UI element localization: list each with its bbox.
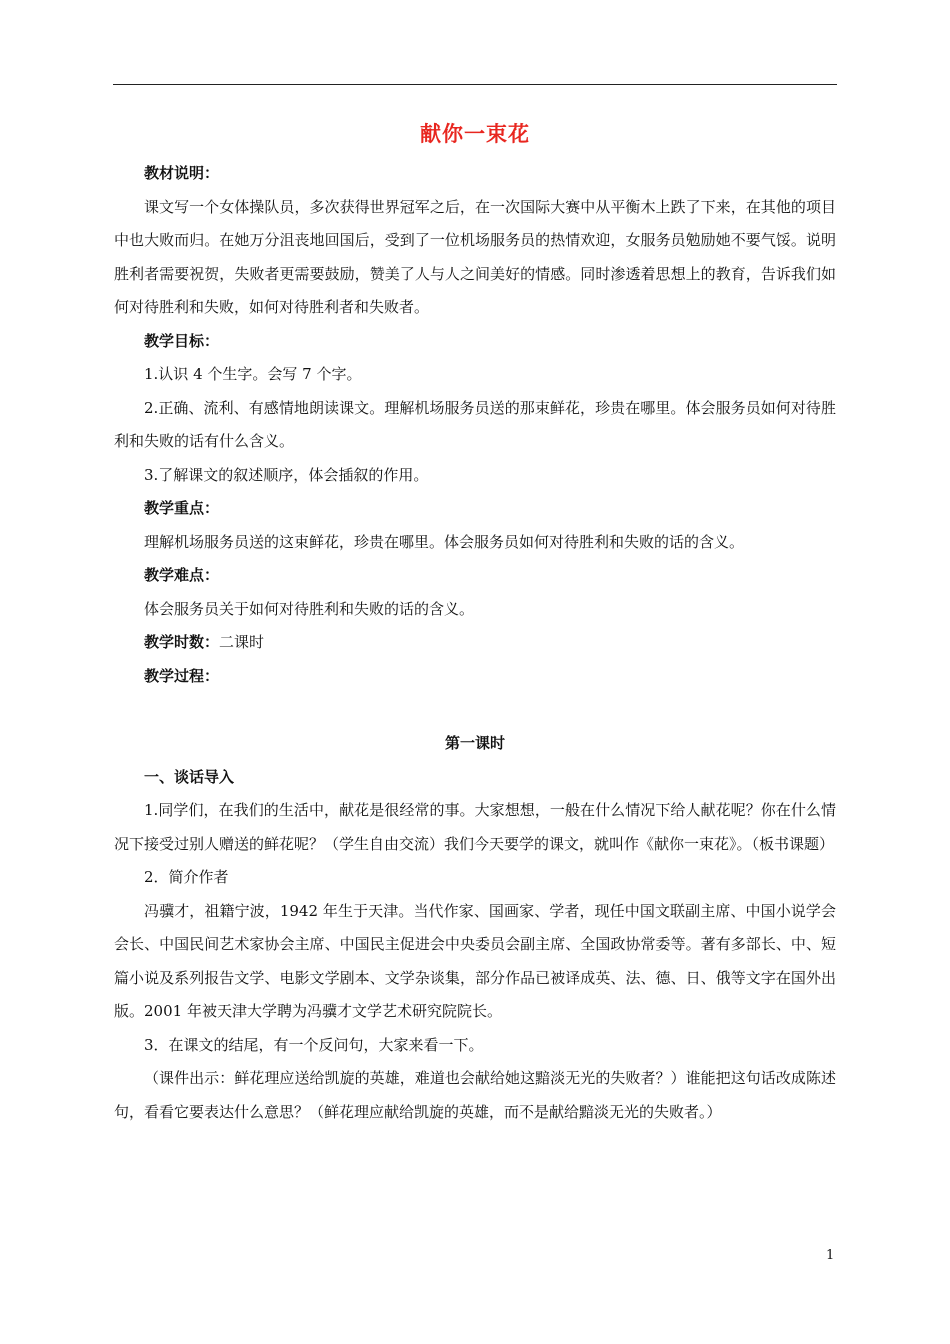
material-heading: 教材说明：: [144, 164, 220, 182]
document-title: 献你一束花: [420, 121, 530, 146]
key-heading: 教学重点：: [144, 499, 220, 517]
goals-heading: 教学目标：: [144, 331, 220, 350]
hours-value: 二课时: [219, 633, 265, 651]
header-rule: [113, 84, 837, 85]
material-text: 课文写一个女体操队员，多次获得世界冠军之后，在一次国际大赛中从平衡木上跌了下来，在其他的项目中也大败而归。在她万分沮丧地回国后，受到了一位机场服务员的热情欢迎，女服务员勉励她不要气馁。说明胜利者需要祝贺，失败者更需要鼓励，赞美了人与人之间美好的情感。同时渗透着思想上的教育，告诉我们如何对待胜利和失败，如何对待胜利者和失败者。: [114, 197, 836, 316]
process-heading: 教学过程：: [144, 666, 220, 685]
difficulty-heading: 教学难点：: [144, 566, 220, 584]
lesson-item: 2．简介作者: [144, 868, 229, 886]
hours-heading: 教学时数：: [144, 633, 220, 651]
page-number: 1: [826, 1248, 835, 1263]
goal-item: 1.认识 4 个生字。会写 7 个字。: [144, 365, 362, 383]
hours-line: [114, 626, 836, 660]
document-page: [114, 118, 836, 1129]
lesson-item: 3．在课文的结尾，有一个反问句，大家来看一下。: [144, 1035, 484, 1054]
part1-heading: 一、谈话导入: [144, 767, 235, 786]
difficulty-text: 体会服务员关于如何对待胜利和失败的话的含义。: [144, 599, 475, 618]
goal-item: 3.了解课文的叙述顺序，体会插叙的作用。: [144, 465, 429, 484]
lesson-item: 1.同学们，在我们的生活中，献花是很经常的事。大家想想，一般在什么情况下给人献花呢？你在什么情况下接受过别人赠送的鲜花呢？（学生自由交流）我们今天要学的课文，就叫作《献你一束花》。（板书课题）: [114, 801, 836, 853]
lesson-item: （课件出示：鲜花理应送给凯旋的英雄，难道也会献给她这黯淡无光的失败者？）谁能把这句话改成陈述句，看看它要表达什么意思？（鲜花理应献给凯旋的英雄，而不是献给黯淡无光的失败者。）: [114, 1069, 836, 1121]
goal-item: 2.正确、流利、有感情地朗读课文。理解机场服务员送的那束鲜花，珍贵在哪里。体会服务员如何对待胜利和失败的话有什么含义。: [114, 398, 836, 450]
author-intro: 冯骥才，祖籍宁波，1942 年生于天津。当代作家、国画家、学者，现任中国文联副主席、中国小说学会会长、中国民间艺术家协会主席、中国民主促进会中央委员会副主席、全国政协常委等。著有多部长、中、短篇小说及系列报告文学、电影文学剧本、文学杂谈集，部分作品已被译成英、法、德、日、俄等文字在国外出版。2001 年被天津大学聘为冯骥才文学艺术研究院院长。: [114, 901, 836, 1020]
key-text: 理解机场服务员送的这束鲜花，珍贵在哪里。体会服务员如何对待胜利和失败的话的含义。: [144, 532, 745, 551]
lesson1-heading: 第一课时: [444, 734, 505, 752]
